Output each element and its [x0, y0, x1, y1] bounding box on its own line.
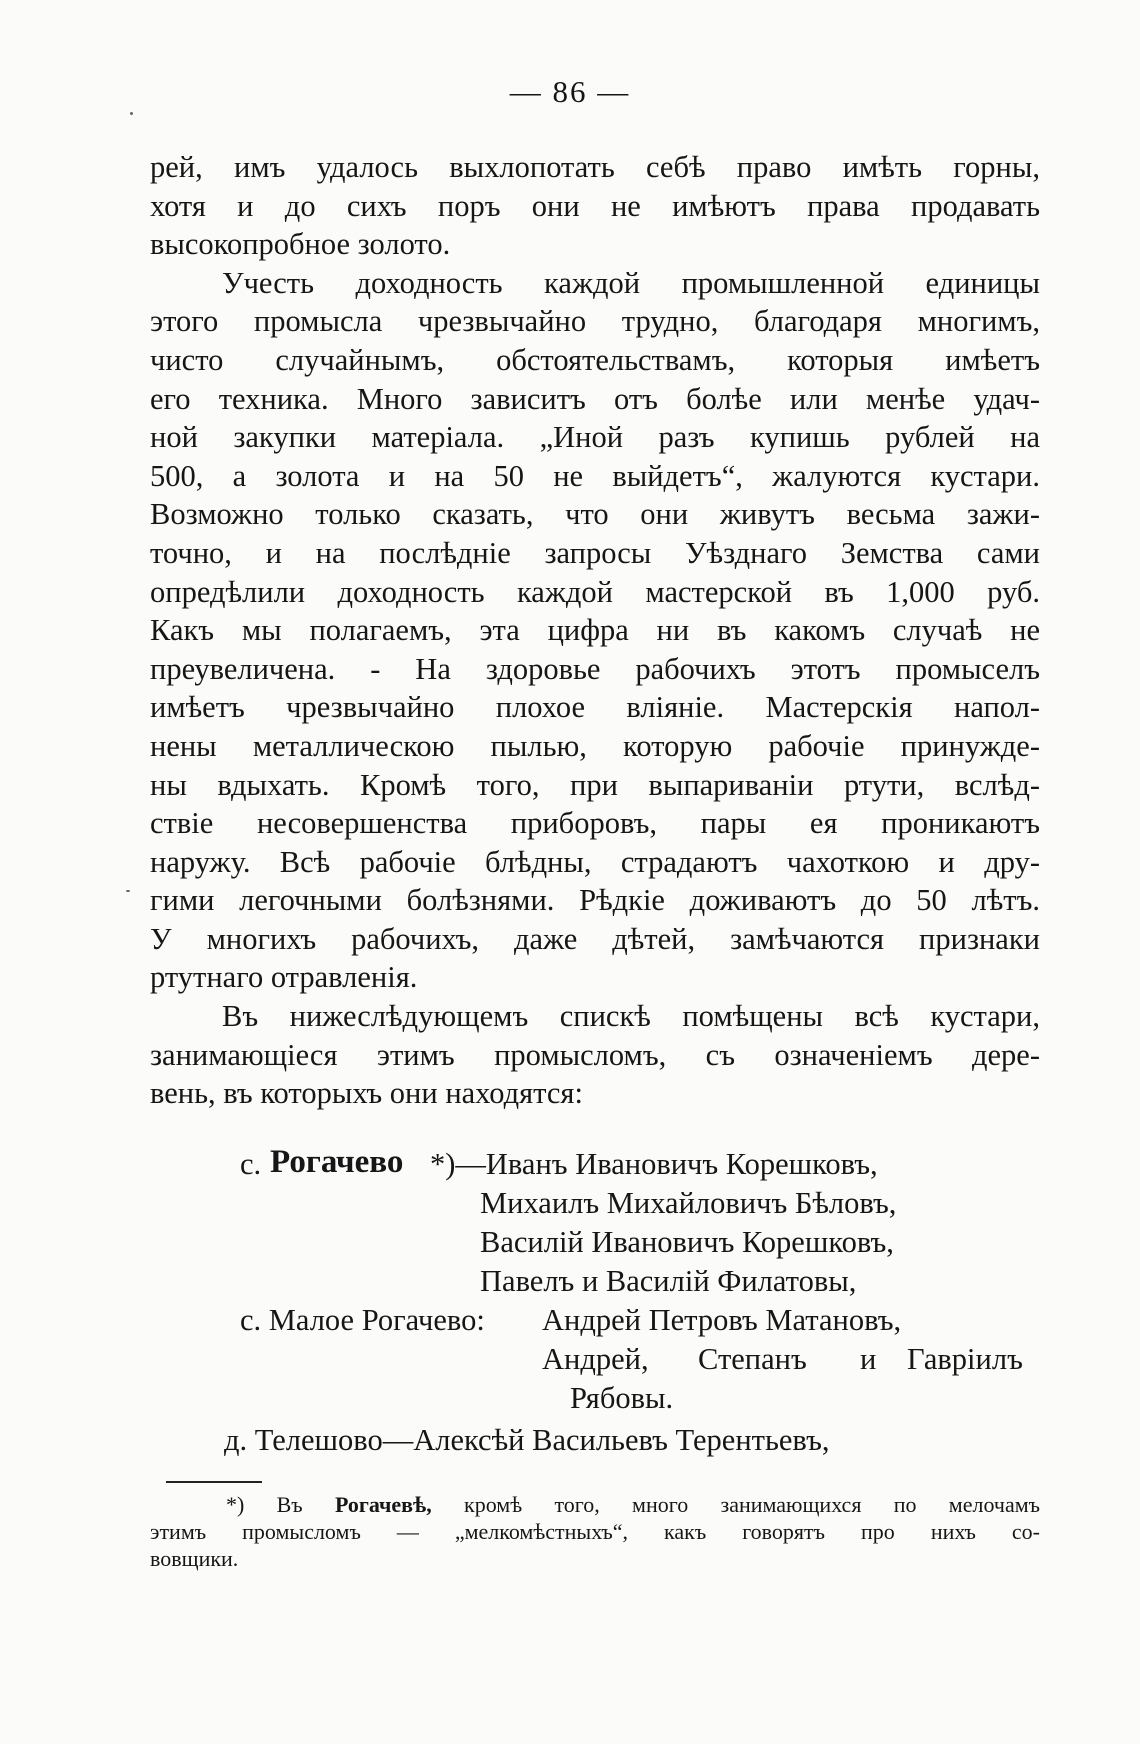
text-line: Какъ мы полагаемъ, эта цифра ни въ какомъ случаѣ не: [150, 613, 1040, 648]
footnote-text: кромѣ того, много занимающихся по мелочамъ: [464, 1492, 1041, 1517]
text-line: высокопробное золото.: [150, 227, 451, 262]
text-line: ствіе несовершенства приборовъ, пары ея проникаютъ: [150, 806, 1040, 841]
text-line: Возможно только сказать, что они живутъ весьма зажи-: [150, 497, 1040, 532]
text-line: чисто случайнымъ, обстоятельствамъ, которыя имѣетъ: [150, 342, 1040, 377]
list-item: [150, 1340, 1040, 1379]
list-item-maloe-rogachevo: [150, 1301, 1040, 1340]
artisan-list: [150, 1145, 1040, 1457]
village-prefix: с.: [240, 1147, 262, 1181]
text-line: преувеличена. - На здоровье рабочихъ этотъ промыселъ: [150, 651, 1040, 686]
list-item-teleshovo: [150, 1418, 1040, 1457]
text-line: точно, и на послѣдніе запросы Уѣзднаго Земства сами: [150, 535, 1040, 570]
text-line: гими легочными болѣзнями. Рѣдкіе доживаютъ до 50 лѣтъ.: [150, 883, 1040, 918]
footnote-mark: *) Въ: [226, 1492, 303, 1517]
paragraph-1: [150, 148, 1040, 264]
list-item: [150, 1184, 1040, 1223]
list-entry: Андрей Петровъ Матановъ,: [542, 1303, 902, 1337]
footnote-place: Рогачевѣ,: [334, 1492, 432, 1517]
text-line: его техника. Много зависитъ отъ болѣе или менѣе удач-: [150, 381, 1040, 416]
text-line: имѣетъ чрезвычайно плохое вліяніе. Мастерскія напол-: [150, 690, 1040, 725]
footnote-line: вовщики.: [150, 1546, 239, 1571]
list-entry: и: [860, 1342, 877, 1376]
list-item: [150, 1262, 1040, 1301]
list-item: [150, 1379, 1040, 1418]
text-line: хотя и до сихъ поръ они не имѣютъ права продавать: [150, 188, 1040, 223]
print-speck: [130, 112, 133, 115]
text-line: занимающіеся этимъ промысломъ, съ означеніемъ дере-: [150, 1037, 1040, 1072]
list-entry: Михаилъ Михайловичъ Бѣловъ,: [480, 1186, 897, 1220]
footnote-rule: [166, 1481, 262, 1483]
text-line: ны вдыхать. Кромѣ того, при выпариваніи ртути, вслѣд-: [150, 767, 1040, 802]
list-entry: Степанъ: [698, 1342, 807, 1376]
page-number: — 86 —: [509, 74, 631, 109]
footnote: [150, 1491, 1040, 1572]
text-line: Въ нижеслѣдующемъ спискѣ помѣщены всѣ кустари,: [222, 999, 1040, 1034]
text-line: вень, въ которыхъ они находятся:: [150, 1076, 583, 1111]
list-entry: Рябовы.: [570, 1381, 674, 1415]
list-item-rogachevo: [150, 1145, 1040, 1184]
print-speck: [126, 890, 130, 892]
paragraph-2: [150, 264, 1040, 997]
text-line: нены металлическою пылью, которую рабочіе принужде-: [150, 728, 1040, 763]
paragraph-3: [150, 997, 1040, 1113]
list-item: [150, 1223, 1040, 1262]
text-line: У многихъ рабочихъ, даже дѣтей, замѣчаются признаки: [150, 921, 1040, 956]
village-name: Рогачево: [270, 1144, 404, 1180]
list-entry: Андрей,: [542, 1342, 649, 1376]
list-entry: *)—Иванъ Ивановичъ Корешковъ,: [430, 1147, 878, 1181]
village-label: с. Малое Рогачево:: [240, 1303, 485, 1337]
text-line: рей, имъ удалось выхлопотать себѣ право имѣть горны,: [150, 150, 1040, 184]
list-entry: Павелъ и Василій Филатовы,: [480, 1264, 857, 1298]
text-line: наружу. Всѣ рабочіе блѣдны, страдаютъ чахоткою и дру-: [150, 844, 1040, 879]
text-line: ртутнаго отравленія.: [150, 960, 418, 995]
list-entry: д. Телешово—Алексѣй Васильевъ Терентьевъ,: [224, 1423, 830, 1457]
text-line: ной закупки матеріала. „Иной разъ купишь рублей на: [150, 420, 1040, 455]
text-line: этого промысла чрезвычайно трудно, благодаря многимъ,: [150, 304, 1040, 339]
text-line: опредѣлили доходность каждой мастерской въ 1,000 руб.: [150, 574, 1040, 609]
list-entry: Василій Ивановичъ Корешковъ,: [480, 1225, 894, 1259]
footnote-line: этимъ промысломъ — „мелкомѣстныхъ“, какъ говорятъ про нихъ со-: [150, 1519, 1040, 1544]
body-text: [150, 148, 1040, 1113]
footnote-line: [150, 1491, 1040, 1518]
text-line: 500, а золота и на 50 не выйдетъ“, жалуются кустари.: [150, 458, 1040, 493]
list-entry: Гавріилъ: [907, 1342, 1023, 1376]
text-line: Учесть доходность каждой промышленной единицы: [222, 265, 1040, 300]
